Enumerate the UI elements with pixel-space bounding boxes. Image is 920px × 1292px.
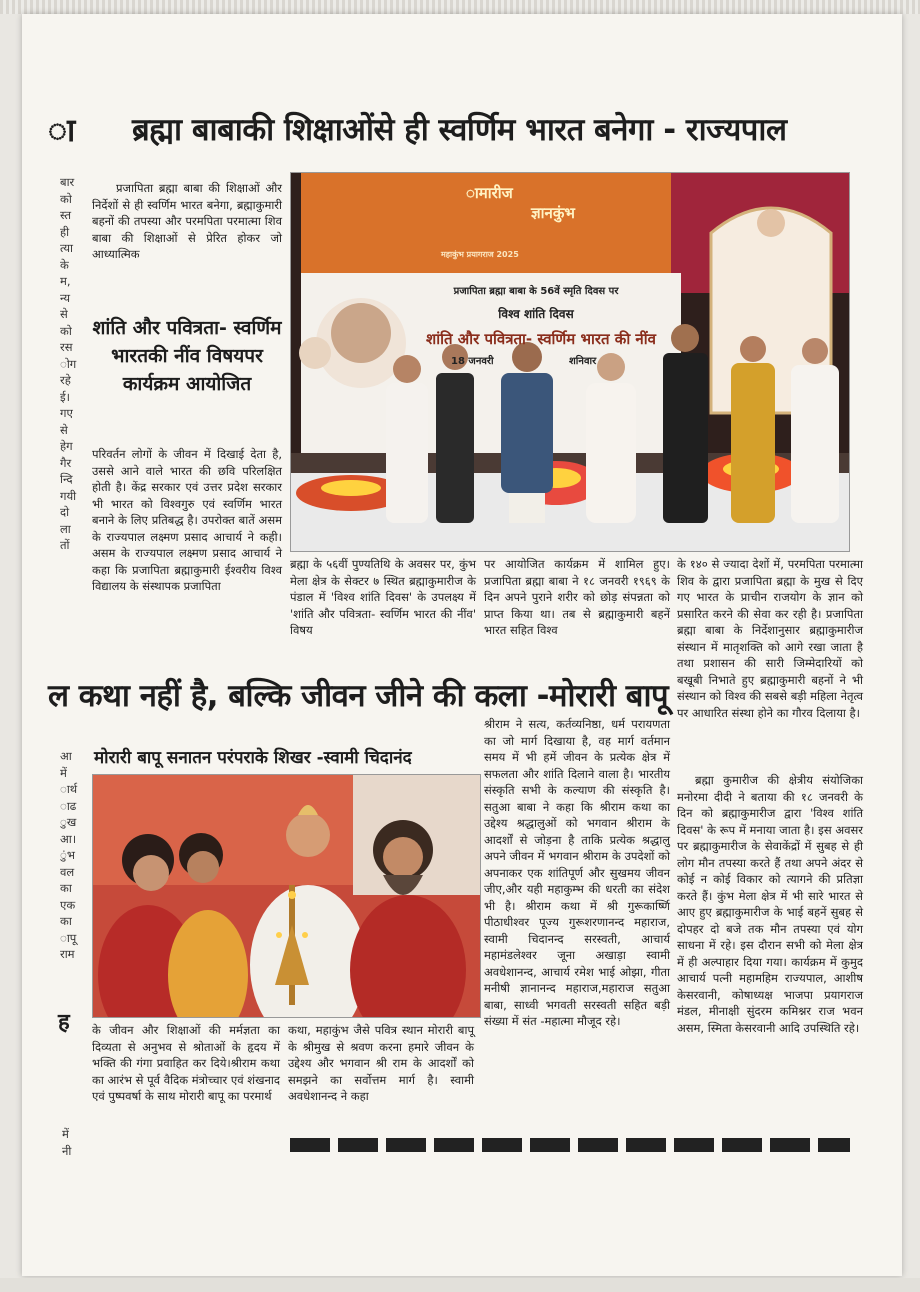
article1-event-photo <box>290 172 850 552</box>
lamp-lighting-illustration <box>93 775 480 1017</box>
fragment-line: ाढ <box>60 798 77 813</box>
banner-date: 18 जनवरी <box>451 356 494 367</box>
fragment-line: बार <box>60 175 75 189</box>
fragment-line: आ। <box>60 831 77 846</box>
fragment-line: से <box>60 307 68 321</box>
article2-col2: कथा, महाकुंभ जैसे पवित्र स्थान मोरारी बापू के श्रीमुख से श्रवण करना हमारे जीवन के उद्देश्य और भगवान श्री राम के आदर्शों को समझने का सर्वोत्तम मार्ग है। स्वामी अवधेशानन्द ने कहा <box>288 1023 474 1103</box>
fragment-line: में <box>60 765 67 780</box>
article1-col1: परिवर्तन लोगों के जीवन में दिखाई देता है, उससे आने वाले भारत की छवि परिलक्षित होती है। केंद्र सरकार एवं उत्तर प्रदेश सरकार भी भारत को विश्वगुरु एवं स्वर्णिम भारत बनाने के लिए प्रतिबद्ध है। उपरोक्त बातें असम के राज्यपाल लक्ष्मण प्रसाद आचार्य ने कही। असम के राज्यपाल लक्ष्मण प्रसाद आचार्य ने कहा कि प्रजापिता ब्रह्माकुमारी ईश्वरीय विश्व विद्यालय के संस्थापक प्रजापिता <box>92 447 282 593</box>
newspaper-page <box>22 14 902 1276</box>
fragment-line: ही <box>60 224 70 239</box>
article1-col4b: ब्रह्मा कुमारीज की क्षेत्रीय संयोजिका मनोरमा दीदी ने बताया की १८ जनवरी के दिन को ब्रह्माकुमारीज द्वारा 'विश्व शांति दिवस' के रूप में मनाया जाता है। इस अवसर पर ब्रह्माकुमारीज के सेवाकेंद्रों में सुबह से ही लोग मौन तपस्या करते हैं तथा अपने अंदर से कोई न कोई विकार को त्यागने की प्रतिज्ञा करते हैं। कुंभ मेला क्षेत्र में भी सारे भारत से आए हुए ब्रह्माकुमारीज के भाई बहनें सुबह से दोपहर दो बजे तक मौन तपस्या एवं योग साधना में रहे। इस दौरान सभी को मेला क्षेत्र में ही अल्पाहार दिया गया। कार्यक्रम में कुमुद आचार्य पत्नी महामहिम राज्यपाल, आशीष केसरवानी, कोषाध्यक्ष भाजपा प्रयागराज मंडल, मीनाक्षी सुंदरम कमिश्नर राज भवन असम, स्मिता केसरवानी आदि उपस्थिति रहे। <box>677 773 863 1035</box>
fragment-line: आ <box>60 749 72 763</box>
fragment-line: के <box>60 257 69 272</box>
fragment-line: तों <box>60 538 70 552</box>
fragment-line: दो <box>60 505 70 519</box>
article2-col3: श्रीराम ने सत्य, कर्तव्यनिष्ठा, धर्म परायणता का जो मार्ग दिखाया है, वह मार्ग वर्तमान समय में भी हमें जीवन के प्रत्येक क्षेत्र में सफलता और शांति दिलाने वाला है। भारतीय संस्कृति सभी के कल्याण की संस्कृति है।सतुआ बाबा ने कहा कि श्रीराम कथा का उद्देश्य श्रद्धालुओं को भगवान श्रीराम के आदर्शों से जोड़ना है ताकि प्रत्येक श्रद्धालु अपने जीवन में भगवान श्रीराम के उपदेशों को अपनाकर एक शांतिपूर्ण और सुखमय जीवन जीए,और यही महाकुम्भ की धरती का संदेश भी है। श्रीराम कथा में श्री गुरूकार्ष्णि पीठाधीश्वर पूज्य गुरूशरणानन्द महाराज, स्वामी चिदानन्द सरस्वती, आचार्य महामंडलेश्वर जूना अखाड़ा स्वामी अवधेशानन्द, आचार्य रमेश भाई ओझा, गीता मनीषी ज्ञानानन्द महाराज,महाराज सतुआ बाबा, साध्वी भगवती सरस्वती सहित बड़ी संख्या में संत -महात्मा मौजूद रहे। <box>484 717 670 1028</box>
fragment-line: वल <box>60 864 75 879</box>
fragment-line: में <box>62 1127 69 1141</box>
fragment-line: ुंभ <box>60 848 75 862</box>
fragment-line: ई। <box>60 389 71 404</box>
article2-col1: के जीवन और शिक्षाओं की मर्मज्ञता का दिव्यता से अनुभव से श्रोताओं के हृदय में भक्ति की गंगा प्रवाहित कर दिये।श्रीराम कथा का आरंभ से पूर्व वैदिक मंत्रोच्चार एवं शंखनाद एवं पुष्पवर्षा के साथ मोरारी बापू का परमार्थ <box>92 1023 280 1103</box>
fragment-line: ार्थ <box>60 782 78 796</box>
fragment-line: ापू <box>60 930 77 945</box>
article2-subhead: मोरारी बापू सनातन परंपराके शिखर -स्वामी चिदानंद <box>94 748 412 768</box>
fragment-line: को <box>60 191 72 206</box>
fragment-line: नी <box>62 1143 72 1158</box>
article1-col4: के १४० से ज्यादा देशों में, परमपिता परमात्मा शिव के द्वारा प्रजापिता ब्रह्मा के मुख से दिए गए भारत के प्राचीन राजयोग के ज्ञान को प्रसारित करने की सेवा कर रही है। प्रजापिता ब्रह्मा बाबा के निर्देशानुसार ब्रह्माकुमारीज संस्थान में मातृशक्ति को आगे रखा जाता है तथा प्रशासन की सारी जिम्मेदारियों को बखूबी निभाते हुए ब्रह्माकुमारी बहनों ने भी संस्थान को विश्व की सबसे बड़ी महिला नेतृत्व पर आधारित संस्था होने का गौरव दिलाया है। <box>677 557 863 720</box>
banner-corner-brand: ामारीज <box>466 184 513 202</box>
banner-corner-brand-2: ज्ञानकुंभ <box>531 204 575 222</box>
article1-intro: प्रजापिता ब्रह्मा बाबा की शिक्षाओं और निर्देशों से ही स्वर्णिम भारत बनेगा, ब्रह्माकुमारी बहनों की तपस्या और परमपिता परमात्मा शिव बाबा की शिक्षाओं से प्रेरित होकर जो आध्यात्मिक <box>92 181 282 261</box>
article1-left-fragment <box>60 174 90 554</box>
article1-col3: पर आयोजित कार्यक्रम में शामिल हुए। प्रजापिता ब्रह्मा बाबा ने १८ जनवरी १९६९ के दिन अपने पुराने शरीर को छोड़ संपन्नता को प्राप्त किया था। तब से ब्रह्माकुमारी बहनें भारत सहित विश्व <box>484 557 670 637</box>
fragment-line: त्या <box>60 241 73 255</box>
article1-left-edge-glyph: ा <box>48 111 76 149</box>
page-binding-top <box>0 0 920 14</box>
banner-top-line: प्रजापिता ब्रह्मा बाबा के 56वें स्मृति दिवस पर <box>453 286 619 297</box>
next-article-headline-cutoff <box>290 1138 850 1152</box>
article2-bottom-left-fragment <box>62 1126 86 1159</box>
article1-subhead: शांति और पवित्रता- स्वर्णिम भारतकी नींव विषयपर कार्यक्रम आयोजित <box>92 317 282 395</box>
fragment-line: से <box>60 422 68 437</box>
banner-corner-brand-3: महाकुंभ प्रयागराज 2025 <box>441 250 519 259</box>
fragment-line: ला <box>60 521 71 536</box>
article1-headline: ब्रह्मा बाबाकी शिक्षाओंसे ही स्वर्णिम भारत बनेगा - राज्यपाल <box>132 112 787 148</box>
fragment-line: गयी <box>60 488 77 503</box>
fragment-line: न्दि <box>60 472 73 486</box>
article2-left-glyph: ह <box>58 1010 70 1035</box>
fragment-line: गए <box>60 406 73 420</box>
fragment-line: म, <box>60 274 71 288</box>
fragment-line: को <box>60 323 72 338</box>
article2-lamp-lighting-photo <box>92 774 481 1018</box>
fragment-line: ुख <box>60 815 77 829</box>
fragment-line: स्त <box>60 208 72 222</box>
fragment-line: न्य <box>60 290 71 305</box>
fragment-line: राम <box>60 947 75 961</box>
fragment-line: हेग <box>60 439 73 453</box>
fragment-line: का <box>60 881 72 895</box>
fragment-line: एक <box>60 897 76 912</box>
article2-headline: ल कथा नहीं है, बल्कि जीवन जीने की कला -मोरारी बापू <box>48 678 669 714</box>
page-binding-bottom <box>0 1278 920 1292</box>
fragment-line: रस <box>60 340 73 354</box>
banner-day: शनिवार <box>569 356 597 367</box>
fragment-line: का <box>60 914 72 928</box>
banner-title: शांति और पवित्रता- स्वर्णिम भारत की नींव <box>426 330 656 348</box>
fragment-line: रहे <box>60 373 71 387</box>
banner-mid-line: विश्व शांति दिवस <box>498 307 574 321</box>
fragment-line: गैर <box>60 455 72 470</box>
article2-left-fragment <box>60 748 90 963</box>
article1-col2: ब्रह्मा के ५६वीं पुण्यतिथि के अवसर पर, कुंभ मेला क्षेत्र के सेक्टर ७ स्थित ब्रह्माकुमारीज के पंडाल में 'विश्व शांति दिवस' के उपलक्ष्य में 'शांति और पवित्रता- स्वर्णिम भारत की नींव' विषय <box>290 557 476 637</box>
fragment-line: ोग <box>60 356 77 371</box>
